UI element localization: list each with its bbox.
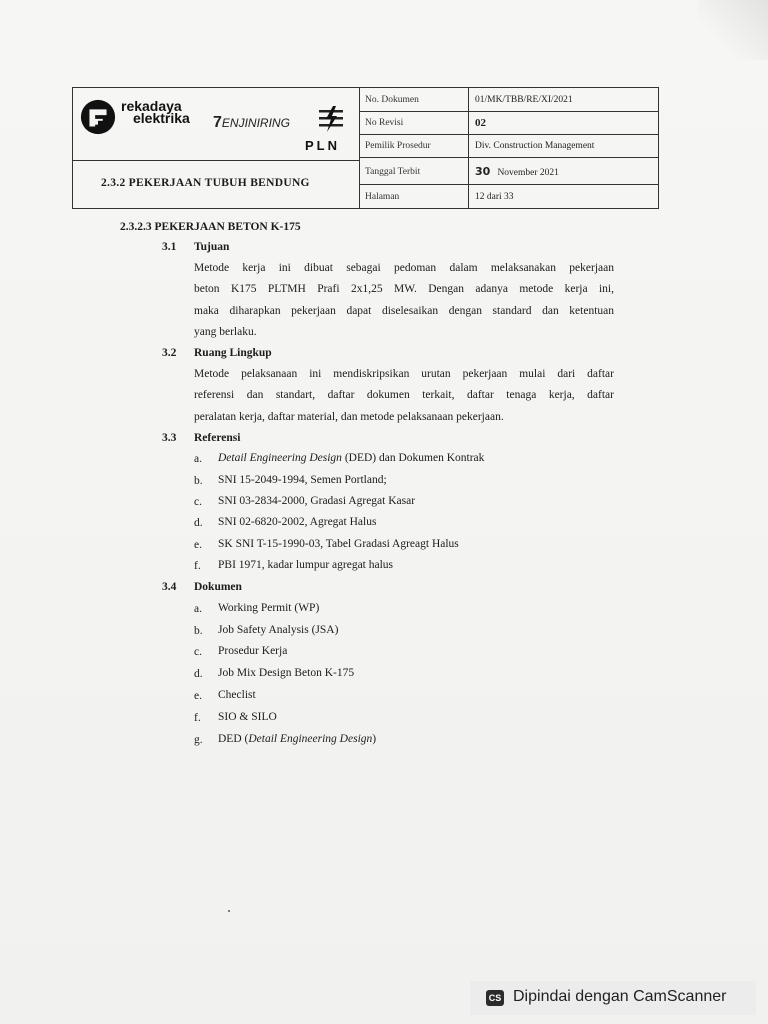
company-line2: elektrika xyxy=(133,110,190,126)
pln-logo-text: PLN xyxy=(305,138,340,153)
list-marker: b. xyxy=(194,475,203,487)
item-text: (DED) dan Dokumen Kontrak xyxy=(341,452,485,464)
list-marker: e. xyxy=(194,539,202,551)
list-marker: f. xyxy=(194,712,201,724)
italic-text: Detail Engineering Design xyxy=(248,733,373,745)
rekadaya-logo-icon xyxy=(79,98,117,136)
section-number-3-1: 3.1 xyxy=(162,241,177,253)
list-marker: g. xyxy=(194,734,203,746)
list-item: SNI 15-2049-1994, Semen Portland; xyxy=(218,474,387,486)
section-number-3-2: 3.2 xyxy=(162,347,177,359)
enjiniring-mark: 7 xyxy=(213,114,222,131)
list-marker: c. xyxy=(194,496,202,508)
list-item: Checlist xyxy=(218,689,256,701)
list-item: SNI 03-2834-2000, Gradasi Agregat Kasar xyxy=(218,495,416,507)
section-title-ruang-lingkup: Ruang Lingkup xyxy=(194,347,272,359)
document-header-table xyxy=(72,87,659,209)
section-title-tujuan: Tujuan xyxy=(194,241,230,253)
list-marker: f. xyxy=(194,560,201,572)
paragraph-line: Metode kerja ini dibuat sebagai pedoman dalam melaksanakan pekerjaan xyxy=(194,262,614,274)
list-marker: a. xyxy=(194,603,202,615)
list-item xyxy=(218,452,484,464)
handwritten-day: 30 xyxy=(475,165,491,178)
meta-label-pemilik-prosedur: Pemilik Prosedur xyxy=(365,141,431,151)
enjiniring-text: ENJINIRING xyxy=(221,116,290,130)
list-marker: d. xyxy=(194,668,203,680)
list-item: SIO & SILO xyxy=(218,711,277,723)
pln-lightning-icon xyxy=(317,106,345,132)
item-text-tail: ) xyxy=(372,733,377,745)
subsection-heading: 2.3.2.3 PEKERJAAN BETON K-175 xyxy=(120,221,301,233)
list-marker: e. xyxy=(194,690,202,702)
list-marker: c. xyxy=(194,646,202,658)
tujuan-paragraph xyxy=(194,258,614,343)
list-item: Job Mix Design Beton K-175 xyxy=(218,667,355,679)
scan-speck xyxy=(228,910,230,912)
list-item: SNI 02-6820-2002, Agregat Halus xyxy=(218,516,377,528)
section-title-dokumen: Dokumen xyxy=(194,581,242,593)
list-marker: b. xyxy=(194,625,203,637)
meta-value-halaman: 12 dari 33 xyxy=(475,192,514,202)
meta-label-no-revisi: No Revisi xyxy=(365,118,404,128)
ruang-lingkup-paragraph xyxy=(194,364,614,428)
camscanner-watermark xyxy=(470,981,756,1015)
month-year: November 2021 xyxy=(497,168,559,178)
meta-value-no-revisi: 02 xyxy=(475,117,486,129)
list-marker: a. xyxy=(194,453,202,465)
item-text: DED ( xyxy=(218,733,249,745)
enjiniring-logo xyxy=(213,114,290,132)
paragraph-line: beton K175 PLTMH Prafi 2x1,25 MW. Dengan adanya metode kerja ini, xyxy=(194,283,614,296)
paragraph-line: peralatan kerja, daftar material, dan metode pelaksanaan pekerjaan. xyxy=(194,410,504,423)
company-line1: rekadaya xyxy=(121,98,182,114)
header-section-title: 2.3.2 PEKERJAAN TUBUH BENDUNG xyxy=(101,177,310,189)
section-title-referensi: Referensi xyxy=(194,432,241,444)
meta-label-halaman: Halaman xyxy=(365,192,400,202)
paragraph-line: Metode pelaksanaan ini mendiskripsikan urutan pekerjaan mulai dari daftar xyxy=(194,368,614,380)
camscanner-text: Dipindai dengan CamScanner xyxy=(513,988,727,1005)
italic-text: Detail Engineering Design xyxy=(218,452,342,464)
meta-label-no-dokumen: No. Dokumen xyxy=(365,95,419,105)
list-item: PBI 1971, kadar lumpur agregat halus xyxy=(218,559,394,571)
meta-value-no-dokumen: 01/MK/TBB/RE/XI/2021 xyxy=(475,95,573,105)
camscanner-logo-icon: CS xyxy=(486,990,504,1006)
list-item: Prosedur Kerja xyxy=(218,645,288,657)
paragraph-line: maka diharapkan pekerjaan dapat diselesaikan dengan standard dan ketentuan xyxy=(194,304,614,317)
list-item: Working Permit (WP) xyxy=(218,602,320,614)
meta-value-tanggal-terbit xyxy=(475,165,559,178)
list-item: SK SNI T-15-1990-03, Tabel Gradasi Agreagt Halus xyxy=(218,538,459,550)
logo-area xyxy=(73,88,361,160)
section-number-3-3: 3.3 xyxy=(162,432,177,444)
meta-label-tanggal-terbit: Tanggal Terbit xyxy=(365,167,421,177)
paragraph-line: yang berlaku. xyxy=(194,325,257,338)
meta-value-pemilik-prosedur: Div. Construction Management xyxy=(475,141,595,151)
list-marker: d. xyxy=(194,517,203,529)
paragraph-line: referensi dan standart, daftar dokumen terkait, daftar tenaga kerja, daftar xyxy=(194,389,614,402)
section-number-3-4: 3.4 xyxy=(162,581,177,593)
list-item xyxy=(218,733,376,745)
list-item: Job Safety Analysis (JSA) xyxy=(218,624,339,636)
rekadaya-logo-text xyxy=(121,100,190,124)
page-corner-shadow xyxy=(698,0,768,60)
